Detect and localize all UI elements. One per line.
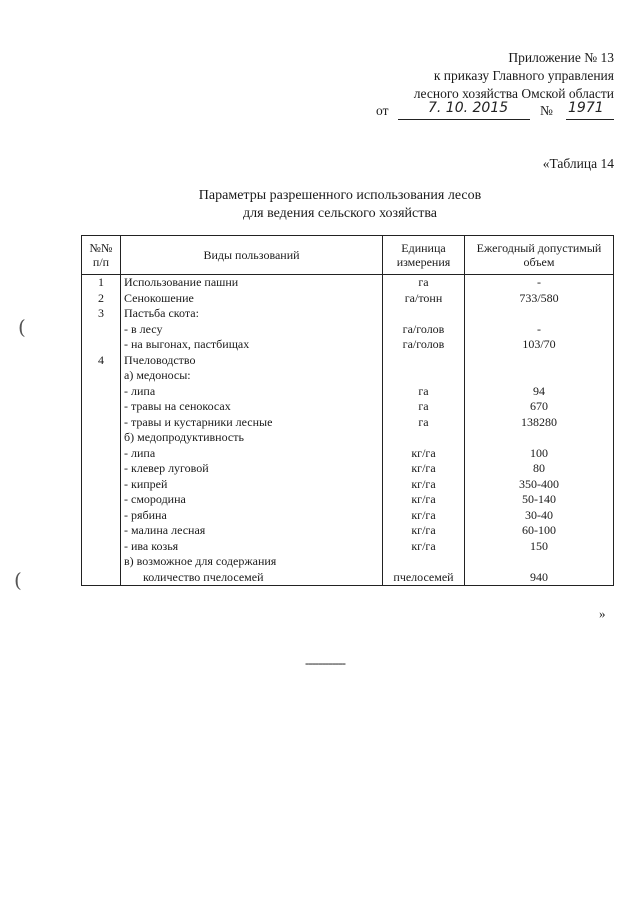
cell-volume: 80 <box>465 461 614 477</box>
cell-volume: 30-40 <box>465 508 614 524</box>
table-row <box>82 446 614 462</box>
closing-quote: » <box>599 606 606 621</box>
cell-unit: кг/га <box>383 523 465 539</box>
cell-unit: кг/га <box>383 539 465 555</box>
cell-volume <box>465 430 614 446</box>
table-row <box>82 399 614 415</box>
cell-use-type: Использование пашни <box>121 275 383 291</box>
order-date-number-row <box>376 100 616 123</box>
handwritten-date: 7. 10. 2015 <box>428 100 509 116</box>
cell-number <box>82 399 121 415</box>
cell-use-type: Пастьба скота: <box>121 306 383 322</box>
cell-number <box>82 570 121 586</box>
table-row <box>82 337 614 353</box>
cell-use-type: Сенокошение <box>121 291 383 307</box>
appendix-header <box>414 49 614 103</box>
margin-mark: ( <box>14 568 22 592</box>
date-prefix: от <box>376 103 389 118</box>
table-row <box>82 554 614 570</box>
cell-number <box>82 384 121 400</box>
table-row <box>82 492 614 508</box>
cell-volume: 50-140 <box>465 492 614 508</box>
cell-number: 2 <box>82 291 121 307</box>
number-underline <box>566 119 614 120</box>
cell-unit: га/голов <box>383 337 465 353</box>
cell-number <box>82 461 121 477</box>
cell-unit: га <box>383 415 465 431</box>
table-row <box>82 306 614 322</box>
cell-unit: кг/га <box>383 477 465 493</box>
cell-use-type: - смородина <box>121 492 383 508</box>
table-row <box>82 523 614 539</box>
cell-volume: - <box>465 275 614 291</box>
authority-name: лесного хозяйства Омской области <box>413 86 614 101</box>
cell-volume <box>465 554 614 570</box>
cell-number <box>82 337 121 353</box>
cell-number <box>82 523 121 539</box>
cell-use-type: - травы на сенокосах <box>121 399 383 415</box>
cell-use-type: а) медоносы: <box>121 368 383 384</box>
cell-unit: га/тонн <box>383 291 465 307</box>
cell-number <box>82 430 121 446</box>
cell-volume: 350-400 <box>465 477 614 493</box>
cell-number <box>82 508 121 524</box>
cell-volume <box>465 368 614 384</box>
cell-use-type: количество пчелосемей <box>121 570 383 586</box>
cell-volume: 100 <box>465 446 614 462</box>
cell-number: 1 <box>82 275 121 291</box>
cell-volume: 103/70 <box>465 337 614 353</box>
date-underline <box>398 119 530 120</box>
order-reference: к приказу Главного управления <box>433 68 614 83</box>
title-line-1: Параметры разрешенного использования лесов <box>198 188 482 203</box>
cell-unit <box>383 430 465 446</box>
header-unit: Единица измерения <box>383 236 465 275</box>
table-row <box>82 384 614 400</box>
number-prefix: № <box>540 103 553 118</box>
cell-use-type: - липа <box>121 446 383 462</box>
appendix-number: Приложение № 13 <box>508 50 614 65</box>
cell-number <box>82 446 121 462</box>
document-title <box>130 187 550 223</box>
cell-number <box>82 368 121 384</box>
table-row <box>82 508 614 524</box>
cell-unit <box>383 554 465 570</box>
table-row <box>82 461 614 477</box>
header-annual-volume: Ежегодный допустимый объем <box>465 236 614 275</box>
cell-use-type: в) возможное для содержания <box>121 554 383 570</box>
cell-use-type: - в лесу <box>121 322 383 338</box>
table-row <box>82 322 614 338</box>
cell-unit: кг/га <box>383 508 465 524</box>
parameters-table <box>81 235 614 586</box>
cell-use-type: - ива козья <box>121 539 383 555</box>
cell-volume: 94 <box>465 384 614 400</box>
cell-use-type: б) медопродуктивность <box>121 430 383 446</box>
handwritten-number: 1971 <box>568 100 604 116</box>
cell-number <box>82 415 121 431</box>
margin-mark: ( <box>18 315 26 339</box>
cell-use-type: - липа <box>121 384 383 400</box>
cell-number <box>82 477 121 493</box>
cell-unit <box>383 353 465 369</box>
cell-use-type: - клевер луговой <box>121 461 383 477</box>
table-header-row <box>82 236 614 275</box>
cell-unit: кг/га <box>383 461 465 477</box>
cell-number <box>82 554 121 570</box>
cell-number <box>82 539 121 555</box>
cell-volume: - <box>465 322 614 338</box>
cell-use-type: - малина лесная <box>121 523 383 539</box>
header-number: №№ п/п <box>82 236 121 275</box>
cell-unit: га/голов <box>383 322 465 338</box>
cell-unit: га <box>383 275 465 291</box>
table-row <box>82 353 614 369</box>
cell-use-type: - кипрей <box>121 477 383 493</box>
title-line-2: для ведения сельского хозяйства <box>243 206 437 221</box>
cell-unit <box>383 306 465 322</box>
cell-number <box>82 322 121 338</box>
cell-volume: 940 <box>465 570 614 586</box>
cell-use-type: - травы и кустарники лесные <box>121 415 383 431</box>
table-row <box>82 477 614 493</box>
cell-volume: 733/580 <box>465 291 614 307</box>
table-label: «Таблица 14 <box>542 156 614 171</box>
table-row <box>82 570 614 586</box>
cell-use-type: - на выгонах, пастбищах <box>121 337 383 353</box>
table-row <box>82 539 614 555</box>
table-row <box>82 275 614 291</box>
table-row <box>82 415 614 431</box>
cell-unit: кг/га <box>383 492 465 508</box>
cell-volume: 670 <box>465 399 614 415</box>
cell-volume: 138280 <box>465 415 614 431</box>
cell-volume: 60-100 <box>465 523 614 539</box>
cell-use-type: Пчеловодство <box>121 353 383 369</box>
cell-unit: га <box>383 399 465 415</box>
cell-number <box>82 492 121 508</box>
cell-unit: га <box>383 384 465 400</box>
table-row <box>82 368 614 384</box>
cell-number: 4 <box>82 353 121 369</box>
cell-volume: 150 <box>465 539 614 555</box>
table-row <box>82 430 614 446</box>
cell-use-type: - рябина <box>121 508 383 524</box>
cell-unit: кг/га <box>383 446 465 462</box>
cell-volume <box>465 306 614 322</box>
separator-line: ------------ <box>305 655 345 670</box>
cell-number: 3 <box>82 306 121 322</box>
cell-unit: пчелосемей <box>383 570 465 586</box>
table-row <box>82 291 614 307</box>
header-use-type: Виды пользований <box>121 236 383 275</box>
cell-volume <box>465 353 614 369</box>
cell-unit <box>383 368 465 384</box>
